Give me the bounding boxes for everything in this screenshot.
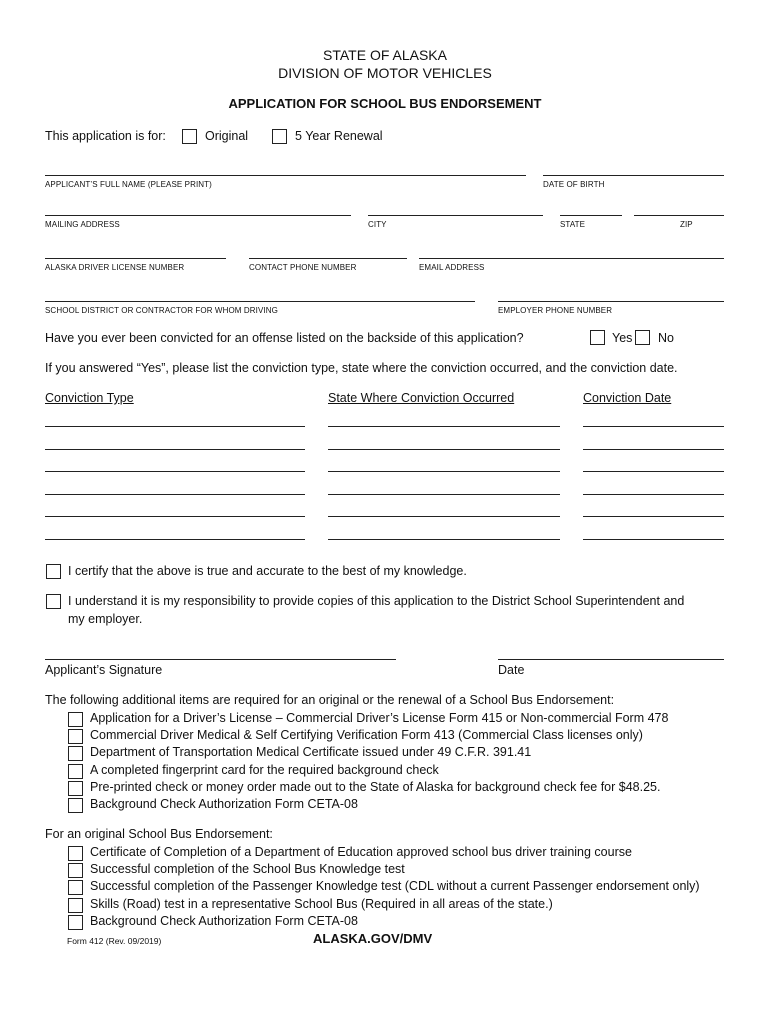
city-label: CITY	[368, 220, 387, 229]
conviction-type-header: Conviction Type	[45, 391, 134, 405]
additional-item-label: Commercial Driver Medical & Self Certifying Verification Form 413 (Commercial Class licenses only)	[90, 728, 643, 742]
form-number: Form 412 (Rev. 09/2019)	[67, 936, 162, 946]
conviction-question: Have you ever been convicted for an offense listed on the backside of this application?	[45, 331, 524, 345]
conviction-type-line[interactable]	[45, 539, 305, 540]
additional-checkbox[interactable]	[68, 781, 83, 796]
original-option-label: Original	[205, 129, 249, 143]
additional-intro: The following additional items are required for an original or the renewal of a School Bus Endorsement:	[45, 693, 615, 707]
original-item-label: Successful completion of the Passenger Knowledge test (CDL without a current Passenger endorsement only)	[90, 879, 700, 893]
conviction-date-line[interactable]	[583, 449, 724, 450]
original-checkbox[interactable]	[68, 880, 83, 895]
conviction-state-line[interactable]	[328, 516, 560, 517]
conviction-type-line[interactable]	[45, 449, 305, 450]
certify-copies-checkbox[interactable]	[46, 594, 61, 609]
additional-checkbox[interactable]	[68, 729, 83, 744]
original-checkbox[interactable]	[68, 863, 83, 878]
conviction-no-label: No	[658, 331, 674, 345]
full-name-label: APPLICANT’S FULL NAME (PLEASE PRINT)	[45, 180, 212, 189]
conviction-date-line[interactable]	[583, 494, 724, 495]
certify-accurate-checkbox[interactable]	[46, 564, 61, 579]
zip-label: ZIP	[680, 220, 693, 229]
conviction-date-line[interactable]	[583, 539, 724, 540]
full-name-field[interactable]	[45, 175, 526, 176]
additional-item-label: Application for a Driver’s License – Commercial Driver’s License Form 415 or Non-commercial Form 478	[90, 711, 669, 725]
email-field[interactable]	[419, 258, 724, 259]
conviction-state-line[interactable]	[328, 426, 560, 427]
conviction-date-line[interactable]	[583, 426, 724, 427]
additional-checkbox[interactable]	[68, 746, 83, 761]
certify-copies-text-cont: my employer.	[68, 612, 143, 626]
school-district-field[interactable]	[45, 301, 475, 302]
conviction-instruction: If you answered “Yes”, please list the conviction type, state where the conviction occurred, and the conviction date.	[45, 361, 678, 375]
mailing-address-field[interactable]	[45, 215, 351, 216]
conviction-type-line[interactable]	[45, 471, 305, 472]
header-division: DIVISION OF MOTOR VEHICLES	[278, 65, 492, 81]
additional-checkbox[interactable]	[68, 764, 83, 779]
additional-checkbox[interactable]	[68, 712, 83, 727]
signature-date-field[interactable]	[498, 659, 724, 660]
conviction-yes-checkbox[interactable]	[590, 330, 605, 345]
certify-accurate-text: I certify that the above is true and accurate to the best of my knowledge.	[68, 564, 467, 578]
contact-phone-label: CONTACT PHONE NUMBER	[249, 263, 357, 272]
conviction-date-line[interactable]	[583, 516, 724, 517]
original-checkbox[interactable]	[68, 846, 83, 861]
license-number-field[interactable]	[45, 258, 226, 259]
original-checkbox[interactable]	[68, 915, 83, 930]
additional-item-label: Pre-printed check or money order made out to the State of Alaska for background check fee for $48.25.	[90, 780, 661, 794]
conviction-date-header: Conviction Date	[583, 391, 672, 405]
employer-phone-field[interactable]	[498, 301, 724, 302]
dmv-website: ALASKA.GOV/DMV	[313, 931, 433, 946]
mailing-address-label: MAILING ADDRESS	[45, 220, 120, 229]
conviction-no-checkbox[interactable]	[635, 330, 650, 345]
contact-phone-field[interactable]	[249, 258, 407, 259]
conviction-type-line[interactable]	[45, 494, 305, 495]
email-label: EMAIL ADDRESS	[419, 263, 485, 272]
additional-item-label: Background Check Authorization Form CETA-08	[90, 797, 358, 811]
original-intro: For an original School Bus Endorsement:	[45, 827, 273, 841]
additional-checkbox[interactable]	[68, 798, 83, 813]
conviction-type-line[interactable]	[45, 426, 305, 427]
license-number-label: ALASKA DRIVER LICENSE NUMBER	[45, 263, 185, 272]
original-item-label: Background Check Authorization Form CETA-08	[90, 914, 358, 928]
original-item-label: Skills (Road) test in a representative School Bus (Required in all areas of the state.)	[90, 897, 553, 911]
conviction-type-line[interactable]	[45, 516, 305, 517]
renewal-checkbox[interactable]	[272, 129, 287, 144]
original-checkbox[interactable]	[68, 898, 83, 913]
signature-field[interactable]	[45, 659, 396, 660]
employer-phone-label: EMPLOYER PHONE NUMBER	[498, 306, 613, 315]
city-field[interactable]	[368, 215, 543, 216]
additional-item-label: Department of Transportation Medical Certificate issued under 49 C.F.R. 391.41	[90, 745, 532, 759]
conviction-yes-label: Yes	[612, 331, 633, 345]
original-item-label: Successful completion of the School Bus Knowledge test	[90, 862, 405, 876]
conviction-state-line[interactable]	[328, 449, 560, 450]
dob-field[interactable]	[543, 175, 724, 176]
conviction-state-line[interactable]	[328, 471, 560, 472]
original-checkbox[interactable]	[182, 129, 197, 144]
state-field[interactable]	[560, 215, 622, 216]
zip-field[interactable]	[634, 215, 724, 216]
school-district-label: SCHOOL DISTRICT OR CONTRACTOR FOR WHOM DRIVING	[45, 306, 278, 315]
conviction-date-line[interactable]	[583, 471, 724, 472]
header-state: STATE OF ALASKA	[323, 47, 447, 63]
additional-item-label: A completed fingerprint card for the required background check	[90, 763, 439, 777]
renewal-option-label: 5 Year Renewal	[295, 129, 383, 143]
signature-date-label: Date	[498, 663, 525, 677]
application-for-label: This application is for:	[45, 129, 166, 143]
signature-label: Applicant’s Signature	[45, 663, 163, 677]
conviction-state-line[interactable]	[328, 494, 560, 495]
conviction-state-line[interactable]	[328, 539, 560, 540]
certify-copies-text: I understand it is my responsibility to provide copies of this application to the District School Superintendent and	[68, 594, 685, 608]
conviction-state-header: State Where Conviction Occurred	[328, 391, 515, 405]
form-title: APPLICATION FOR SCHOOL BUS ENDORSEMENT	[228, 96, 542, 111]
original-item-label: Certificate of Completion of a Department of Education approved school bus driver training course	[90, 845, 632, 859]
dob-label: DATE OF BIRTH	[543, 180, 605, 189]
state-label: STATE	[560, 220, 586, 229]
